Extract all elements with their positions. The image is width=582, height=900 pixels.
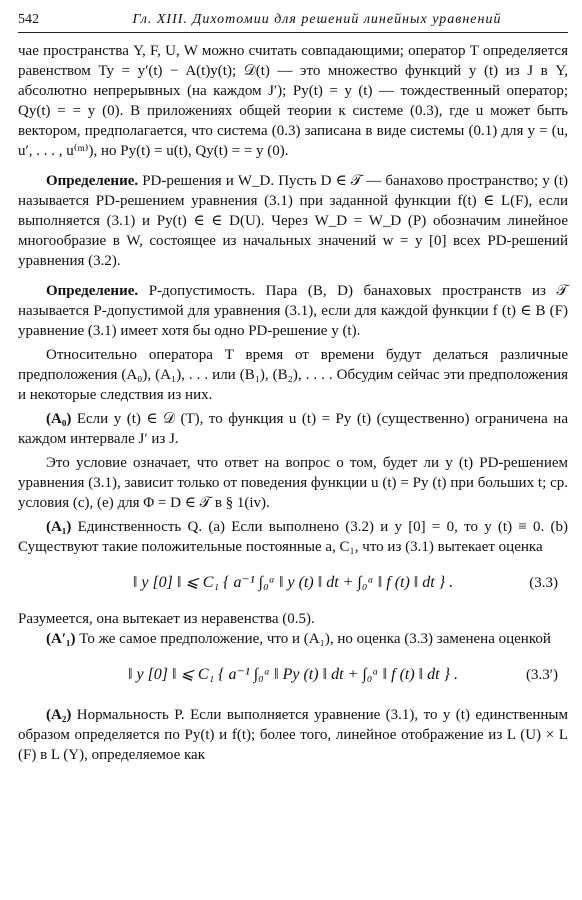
assumption-text: Нормальность P. Если выполняется уравнение (3.1), то y (t) единственным образом определяется по Py(t) и f(t); более того, линейное отображение из L (U) × L (F) в L (Y), определяемое как [18,707,568,763]
paragraph-assumptions: Относительно оператора T время от времени будут делаться различные предположения (A₀), (A₁), . . . или (B₁), (B₂), . . . . Обсудим сейчас эти предположения и некоторые следствия из них. [18,347,568,403]
definition-text: P-допустимость. Пара (B, D) банаховых пространств из 𝒯 называется P-допустимой для уравнения (3.1), если для каждой функции f (t) ∈ B (F) уравнение (3.1) имеет хотя бы одно PD-решение y (t). [18,283,568,339]
definition-label: Определение. [46,283,139,299]
running-header [18,10,568,33]
definition-text: PD-решения и W_D. Пусть D ∈ 𝒯 — банахово пространство; y (t) называется PD-решением уравнения (3.1) при заданной функции f(t) ∈ L(F), если выполняется (3.1) и Py(t) ∈ ∈ D(U). Через W_D = W_D (P) обозначим линейное многообразие в W, состоящее из начальных значений w = y [0] всех PD-решений уравнения (3.2). [18,173,569,269]
definition-pd-solution [18,171,568,271]
assumption-label: (A₁) [46,519,72,535]
assumption-a2 [18,705,568,765]
assumption-a0 [18,409,568,449]
equation-expression: ‖ y [0] ‖ ⩽ C₁ { a⁻¹ ∫₀ᵃ ‖ Py (t) ‖ dt + ∫₀ᵃ ‖ f (t) ‖ dt } . [127,666,459,683]
assumption-a1-prime [18,629,568,649]
paragraph-continuation: чае пространства Y, F, U, W можно считать совпадающими; оператор T определяется равенством Ty = y′(t) − A(t)y(t); 𝒟(t) — это множество функций y (t) из J в Y, абсолютно непрерывных (на каждом J′); Py(t) = y (t) — тождественный оператор; Qy(t) = = y (0). В приложениях общей теории к системе (0.3), где u может быть вектором, предполагается, что система (0.3) записана в виде системы (0.1) для y = (u, u′, . . . , u⁽ᵐ⁾), но Py(t) = u(t), Qy(t) = = y (0). [18,43,568,159]
equation-expression: ‖ y [0] ‖ ⩽ C₁ { a⁻¹ ∫₀ᵃ ‖ y (t) ‖ dt + ∫₀ᵃ ‖ f (t) ‖ dt } . [132,574,454,591]
assumption-text: Если y (t) ∈ 𝒟 (T), то функция u (t) = Py (t) (существенно) ограничена на каждом интервале J′ из J. [18,411,568,447]
assumption-text: То же самое предположение, что и (A₁), но оценка (3.3) заменена оценкой [79,631,551,647]
equation-number: (3.3′) [525,667,558,683]
equation-3-3 [18,557,568,609]
chapter-title: Гл. XIII. Дихотомии для решений линейных уравнений [132,12,502,27]
paragraph-remark: Разумеется, она вытекает из неравенства (0.5). [18,611,315,627]
equation-number: (3.3) [529,575,558,591]
assumption-text: Единственность Q. (a) Если выполнено (3.2) и y [0] = 0, то y (t) ≡ 0. (b) Существуют такие положительные постоянные a, C₁, что из (3.1) вытекает оценка [18,519,569,555]
assumption-a1 [18,517,568,557]
page-number: 542 [18,12,39,27]
assumption-label: (A₀) [46,411,72,427]
paragraph-condition-meaning: Это условие означает, что ответ на вопрос о том, будет ли y (t) PD-решением уравнения (3.1), зависит только от поведения функции u (t) = Py (t) при больших t; ср. условия (c), (e) для Φ = D ∈ 𝒯 в § 1(iv). [18,455,568,511]
equation-3-3-prime [18,649,568,701]
definition-label: Определение. [46,173,139,189]
definition-p-admissibility [18,281,568,341]
assumption-label: (A₂) [46,707,72,723]
assumption-label: (A′₁) [46,631,76,647]
